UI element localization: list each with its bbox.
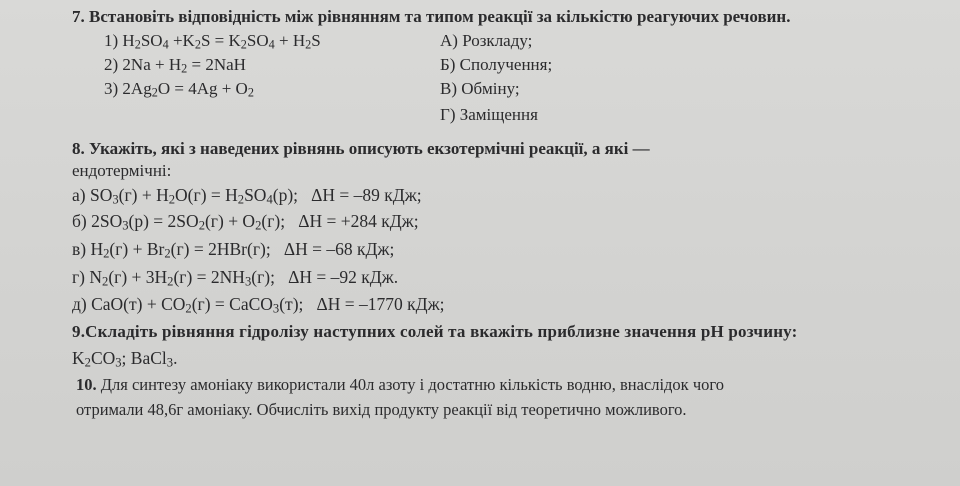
q8-reaction-e: д) $CaO(т) + CO_2(г)$ = CaCO$_3$(т); ΔH = –1770 кДж; — [72, 294, 445, 316]
q7-equation-1: 1) $H_2SO_4 +K_2S = K_2SO_4 + H_2S$ — [104, 31, 321, 52]
q7-answer-c: В) Обміну; — [440, 79, 520, 98]
question-10-text: Для синтезу амоніаку використали 40л азоту і достатню кількість водню, внаслідок чого — [100, 375, 724, 394]
question-10-number: 10. — [76, 375, 97, 394]
question-9-heading — [72, 321, 798, 343]
question-10-heading — [76, 374, 724, 396]
q8-reaction-b: б) $2SO_3(р) = 2SO_2(г) + O_2(г)$; ΔH = +284 кДж; — [72, 211, 419, 233]
question-7-text: Встановіть відповідність між рівнянням та типом реакції за кількістю реагуючих речовин. — [89, 7, 791, 26]
q8-reaction-d: г) $N_2(г) + 3H_2(г) = 2NH_3(г)$; ΔH = –92 кДж. — [72, 267, 399, 289]
q7-answer-d: Г) Заміщення — [440, 105, 538, 124]
question-8-text: Укажіть, які з наведених рівнянь описують екзотермічні реакції, а які — — [89, 139, 650, 158]
question-7-number: 7. — [72, 7, 85, 26]
q8-reaction-c: в) $H_2(г) + Br_2(г) = 2HBr(г)$; ΔH = –68 кДж; — [72, 239, 395, 261]
q8-reaction-a: а) $SO_3(г) + H_2O(г) = H_2SO_4(р)$; ΔH = –89 кДж; — [72, 185, 422, 207]
q7-answer-a: А) Розкладу; — [440, 31, 533, 50]
question-10-text-cont: отримали 48,6г амоніаку. Обчисліть вихід продукту реакції від теоретично можливого. — [76, 400, 687, 419]
question-8-text-cont: ендотермічні: — [72, 161, 172, 180]
q7-answer-b: Б) Сполучення; — [440, 55, 553, 74]
q7-equation-3: 3) $2Ag_2O = 4Ag + O_2$ — [104, 79, 254, 100]
q7-equation-2: 2) $2Na + H_2 = 2NaH$ — [104, 55, 246, 76]
question-8-heading — [72, 138, 650, 160]
question-9-number: 9. — [72, 322, 86, 341]
question-8-number: 8. — [72, 139, 85, 158]
question-9-salts: $K_2CO_3$; BaCl$_3$. — [72, 348, 178, 370]
question-7-heading — [72, 6, 790, 28]
question-9-text: Складіть рівняння гідролізу наступних солей та вкажіть приблизне значення pH розчину: — [85, 322, 798, 341]
